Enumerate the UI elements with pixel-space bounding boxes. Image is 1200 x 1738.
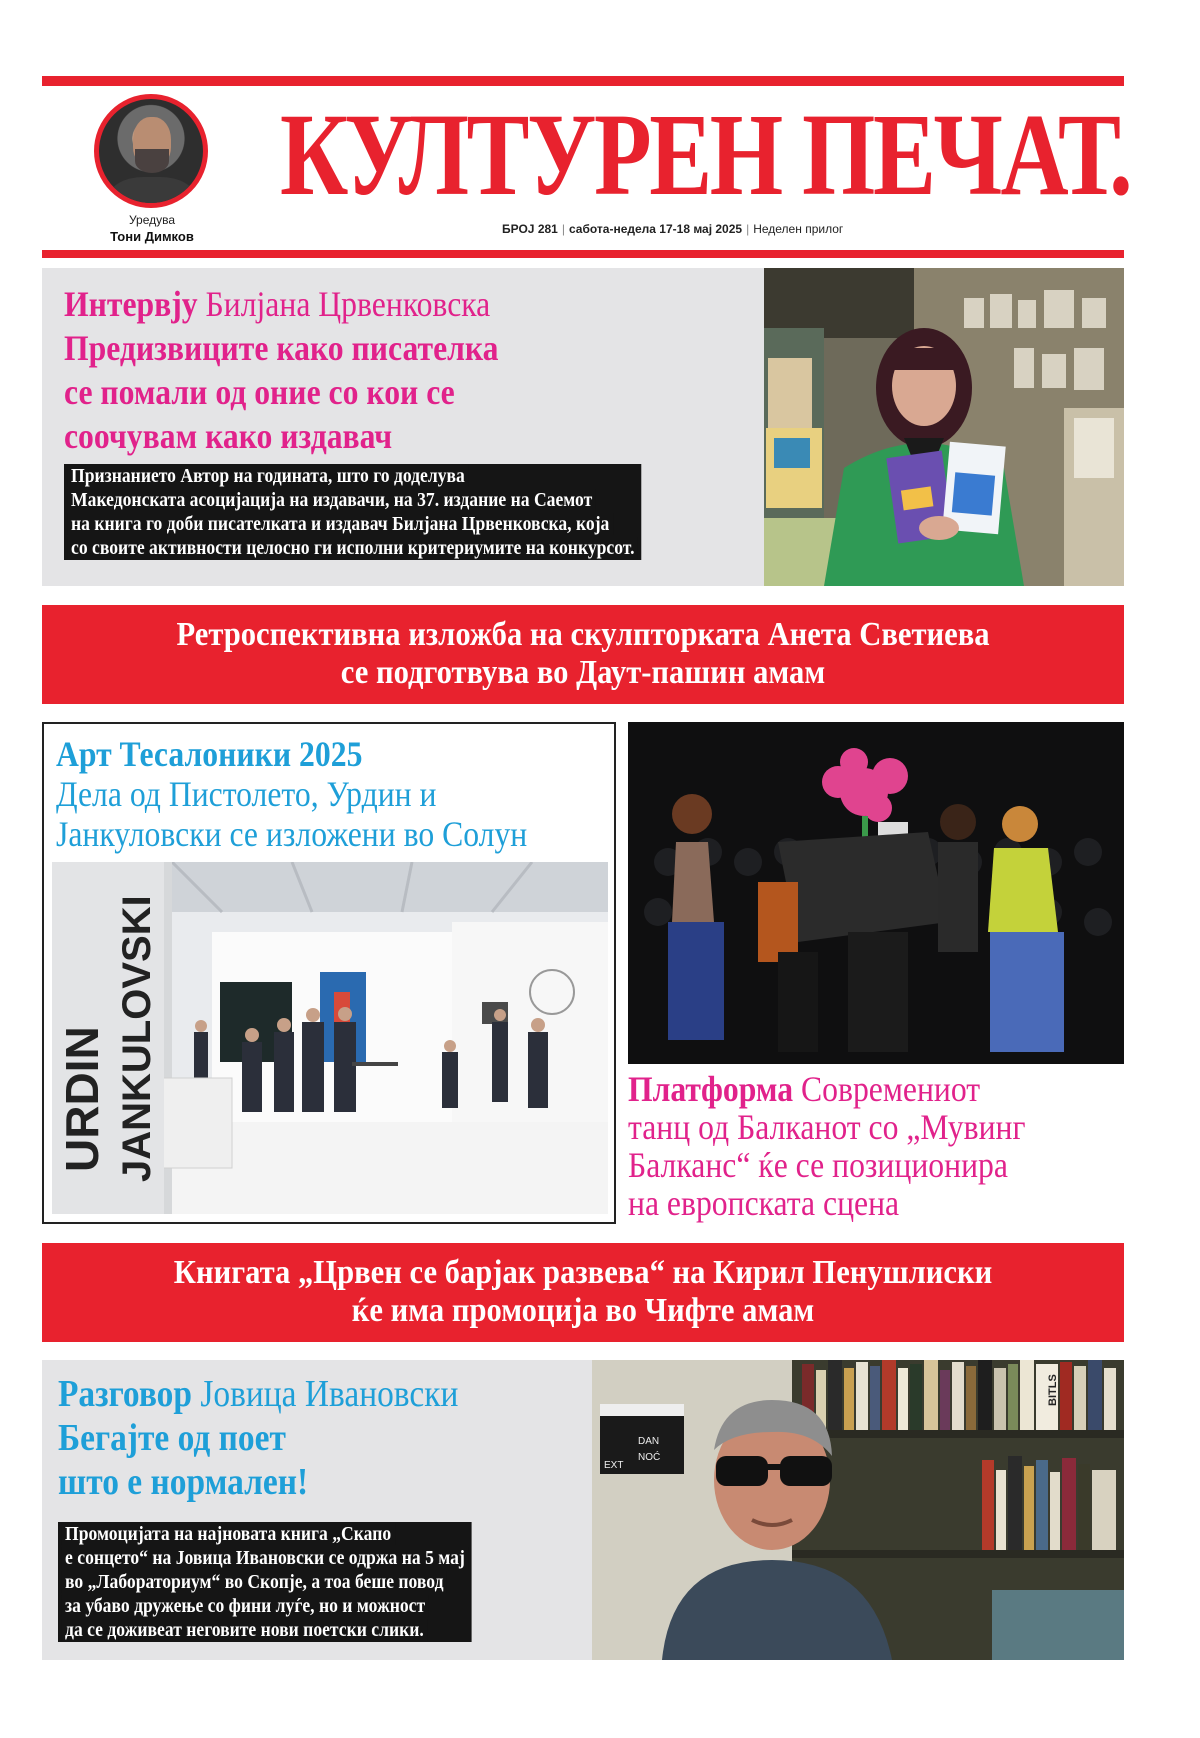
interview-headline [64,282,804,458]
lead-line: Македонската асоцијација на издавачи, на 37. издание на Саемот [68,489,596,511]
conversation-headline [58,1372,618,1504]
issue-date: сабота-недела 17-18 мај 2025 [568,222,743,236]
platform-headline [628,1070,1128,1222]
banner-book-promotion [42,1243,1124,1342]
gallery-photo [52,862,608,1214]
art-kicker: Арт Тесалоники 2025 [56,734,363,774]
clapper-text-2: NOĆ [638,1452,661,1463]
editor-name: Тони Димков [110,229,194,244]
conversation-kicker: Разговор [58,1373,192,1415]
issue-number: БРОЈ 281 [502,222,558,236]
lead-line: за убаво дружење со фини луѓе, но и можност [62,1595,429,1617]
issue-line: БРОЈ 281 | сабота-недела 17-18 мај 2025 | Неделен прилог [502,222,844,236]
headline-line: Предизвиците како писателка [64,328,499,368]
headline-line: соочувам како издавач [64,416,393,456]
headline-line: на европската сцена [628,1183,900,1223]
editor-avatar [94,94,208,208]
headline-line: Јанкуловски се изложени во Солун [56,814,528,854]
banner-exhibition [42,605,1124,704]
banner-line: Книгата „Црвен се барјак развева“ на Кирил Пенушлиски [173,1254,993,1291]
dance-photo [628,722,1124,1064]
headline-line: Бегајте од поет [58,1417,286,1459]
art-thessaloniki-headline [56,734,616,854]
clapper-text-1: DAN [638,1436,660,1447]
lead-line: во „Лабораториум“ во Скопје, а тоа беше повод [62,1571,448,1593]
interview-kicker: Интервју [64,284,198,324]
lead-line: со своите активности целосно ги исполни критериумите на конкурсот. [68,537,639,559]
headline-line: Дела од Пистолето, Урдин и [56,774,437,814]
conversation-lead [58,1522,528,1642]
interview-lead [64,464,720,560]
art-thessaloniki-section [42,722,616,1224]
lead-line: да се доживеат неговите нови поетски слики. [62,1619,428,1641]
book-spine-text: BITLS [1047,1374,1059,1406]
platform-kicker: Платформа [628,1069,794,1109]
headline-line: танц од Балканот со „Мувинг [628,1107,1026,1147]
interview-person: Билјана Црвенковска [205,284,491,324]
lead-line: Признанието Автор на годината, што го доделува [68,465,469,487]
issue-supplement: Неделен прилог [753,222,844,236]
gallery-wall-text-1: URDIN [56,1026,108,1172]
lead-line: е сонцето“ на Јовица Ивановски се одржа на 5 мај [62,1547,469,1569]
editor-label: Уредува [128,213,176,227]
banner-line: ќе има промоција во Чифте амам [351,1292,815,1329]
conversation-person: Јовица Ивановски [200,1373,459,1415]
lead-line: на книга го доби писателката и издавач Билјана Црвенковска, која [68,513,613,535]
newspaper-title: КУЛТУРЕН ПЕЧАТ. [280,89,1131,220]
masthead-bottom-rule [42,250,1124,258]
clapper-text-3: EXT [604,1460,624,1471]
banner-line: Ретроспективна изложба на скулпторката Анета Светиева [176,616,990,653]
headline-line: Балканс“ ќе се позиционира [628,1145,1008,1185]
headline-line: се помали од оние со кои се [64,372,455,412]
gallery-wall-text-2: JANKULOVSKI [115,895,159,1182]
poet-photo [592,1360,1124,1660]
masthead-top-rule [42,76,1124,86]
interview-photo [764,268,1124,586]
banner-line: се подготвува во Даут-пашин амам [340,654,826,691]
headline-line: Современиот [801,1069,981,1109]
headline-line: што е нормален! [58,1461,309,1503]
lead-line: Промоцијата на најновата книга „Скапо [62,1523,395,1545]
